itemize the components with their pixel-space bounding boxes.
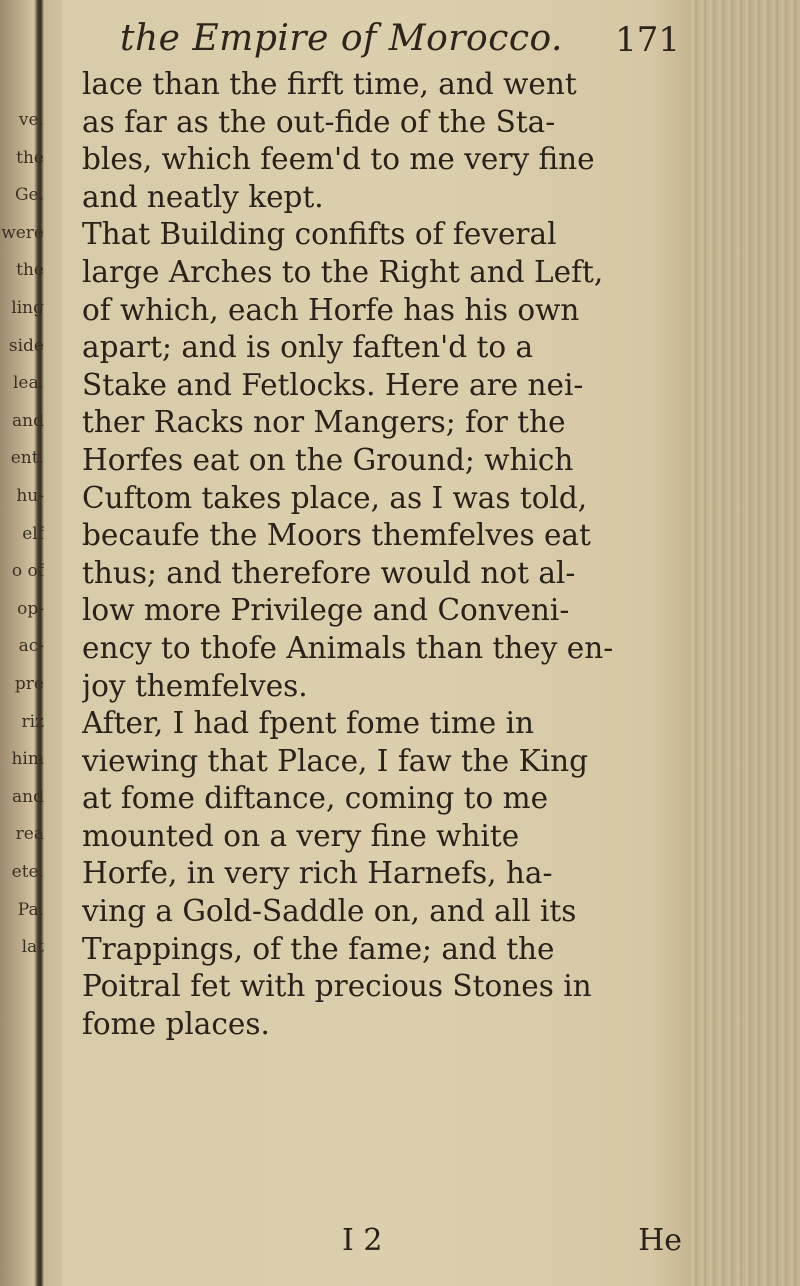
- margin-fragment: ve,: [18, 110, 44, 130]
- text-line: becaufe the Moors themfelves eat: [82, 518, 591, 553]
- text-line: bles, which feem'd to me very fine: [82, 142, 595, 177]
- text-line: viewing that Place, I faw the King: [82, 743, 588, 778]
- margin-fragment: ete.: [11, 862, 44, 882]
- text-line: ther Racks nor Mangers; for the: [82, 405, 566, 440]
- text-line: That Building confifts of feveral: [82, 217, 557, 252]
- text-line: lace than the firft time, and went: [82, 67, 577, 101]
- margin-fragment: lat: [21, 937, 44, 958]
- margin-fragment: hu-: [16, 486, 44, 506]
- margin-fragment: Pa.: [17, 899, 44, 920]
- text-line: apart; and is only faften'd to a: [82, 330, 534, 365]
- body-text: [82, 66, 682, 1043]
- margin-fragment: pre: [14, 674, 44, 694]
- margin-fragment: him: [11, 749, 44, 770]
- catchword: He: [638, 1223, 682, 1258]
- margin-fragment: lea.: [12, 373, 44, 394]
- margin-fragment: the: [16, 147, 44, 168]
- margin-fragment: rea: [15, 824, 44, 845]
- margin-fragment: side: [8, 335, 44, 356]
- page-footer: [82, 1223, 682, 1263]
- text-line: of which, each Horfe has his own: [82, 292, 580, 327]
- text-line: ency to thofe Animals than they en-: [82, 630, 614, 665]
- text-line: large Arches to the Right and Left,: [82, 254, 604, 289]
- margin-fragment: ac-: [18, 636, 44, 657]
- text-line: as far as the out-fide of the Sta-: [82, 104, 556, 139]
- margin-fragment: riz: [21, 711, 44, 732]
- running-title: the Empire of Morocco.: [120, 18, 563, 59]
- signature-mark: I 2: [342, 1223, 383, 1258]
- text-line: Trappings, of the fame; and the: [82, 931, 555, 966]
- text-line: Horfe, in very rich Harnefs, ha-: [82, 856, 553, 891]
- margin-fragment: Ge.: [14, 185, 44, 206]
- text-line: at fome diftance, coming to me: [82, 781, 549, 816]
- text-line: low more Privilege and Conveni-: [82, 593, 570, 628]
- text-line: Cuftom takes place, as I was told,: [82, 480, 588, 515]
- text-line: After, I had fpent fome time in: [82, 706, 535, 741]
- text-line: Horfes eat on the Ground; which: [82, 442, 574, 477]
- text-line: mounted on a very fine white: [82, 818, 520, 853]
- page-number: 171: [615, 20, 680, 60]
- text-line: fome places.: [82, 1006, 270, 1041]
- margin-fragment: elf: [22, 523, 44, 544]
- margin-fragment: and: [12, 410, 44, 431]
- margin-fragment: ling: [11, 298, 44, 318]
- text-line: joy themfelves.: [82, 668, 308, 703]
- text-line: Stake and Fetlocks. Here are nei-: [82, 367, 584, 402]
- margin-fragment: op-: [17, 598, 44, 619]
- right-page-edges: [690, 0, 800, 1286]
- margin-fragment: ent,: [10, 448, 44, 469]
- text-line: and neatly kept.: [82, 179, 324, 214]
- margin-fragment: the: [16, 260, 44, 281]
- running-head: [120, 18, 680, 64]
- margin-fragment: and: [12, 786, 44, 807]
- text-line: Poitral fet with precious Stones in: [82, 969, 592, 1004]
- text-line: ving a Gold-Saddle on, and all its: [82, 894, 577, 929]
- margin-fragment: were: [1, 222, 44, 243]
- margin-fragment: o of: [11, 561, 44, 582]
- text-line: thus; and therefore would not al-: [82, 555, 576, 590]
